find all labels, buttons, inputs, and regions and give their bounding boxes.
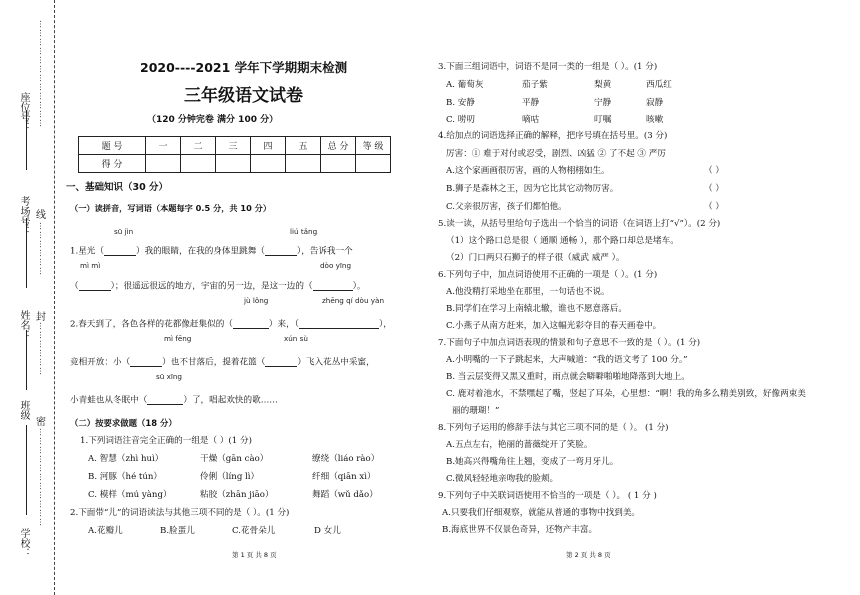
option-c[interactable]: C. 鹿对着池水，不禁嘿起了嘴，竖起了耳朵，心里想：“啊！我的角多么精美别致，好像两束美 bbox=[446, 389, 806, 399]
question-text: 3.下面三组词语中，词语不是同一类的一组是（ ）。(1 分) bbox=[438, 62, 658, 72]
sub-question[interactable]: （2）门口两只石狮子的样子很（威武 威严 ）。 bbox=[446, 253, 625, 263]
sub-question[interactable]: （1）这个路口总是很（ 通顺 通畅 ），那个路口却总是堵车。 bbox=[446, 236, 679, 246]
exam-room-label: 考场号： bbox=[18, 196, 29, 236]
binding-line bbox=[54, 0, 55, 595]
option-b[interactable]: B. 安静 bbox=[446, 98, 475, 108]
score-cell[interactable] bbox=[181, 155, 216, 173]
question-line: 2.春天到了，各色各样的花都像赶集似的（ ）来，（ ）， bbox=[70, 319, 392, 330]
question-text: 7.下面句子中加点词语表现的情景和句子意思不一致的是（ ）。(1 分) bbox=[438, 338, 701, 348]
school-label: 学校： bbox=[18, 528, 29, 558]
score-cell[interactable] bbox=[356, 155, 391, 173]
dotted-line: ⋯⋯⋯⋯⋯⋯ bbox=[36, 222, 45, 276]
question-text: 9.下列句子中关联词语使用不恰当的一项是（ ）。 ( 1 分 ) bbox=[438, 491, 657, 501]
fill-line bbox=[26, 218, 27, 288]
option-c[interactable]: C.微风轻轻地亲吻我的脸颊。 bbox=[446, 474, 559, 484]
table-cell: 四 bbox=[251, 137, 286, 155]
dotted-line: ⋯⋯⋯⋯⋯⋯⋯⋯⋯⋯⋯⋯ bbox=[36, 20, 45, 128]
option-a[interactable]: A.五点左右，艳丽的蔷薇绽开了笑脸。 bbox=[446, 440, 593, 450]
option-a[interactable]: A.只要我们仔细观察，就能从普通的事物中找到美。 bbox=[442, 508, 641, 518]
seat-number-label: 座位号： bbox=[18, 92, 29, 132]
score-cell[interactable] bbox=[251, 155, 286, 173]
page-footer: 第 2 页 共 8 页 bbox=[566, 551, 611, 559]
option-c[interactable]: C.小燕子从南方赶来，加入这幅光彩夺目的春天画卷中。 bbox=[446, 321, 662, 331]
question-line: 1.星光（ ）我的眼睛，在我的身体里跳舞（ ），告诉我一个 bbox=[70, 246, 353, 257]
part-heading: （二）按要求做题（18 分） bbox=[70, 418, 177, 428]
answer-bracket[interactable]: （ ） bbox=[704, 202, 724, 212]
score-table bbox=[78, 136, 391, 173]
paper-title: 三年级语文试卷 bbox=[184, 86, 303, 106]
question-text: 8.下列句子运用的修辞手法与其它三项不同的是（ ）。 (1 分) bbox=[438, 423, 669, 433]
option-text: 茄子紫 bbox=[522, 80, 548, 90]
pinyin: mì mì bbox=[80, 261, 101, 270]
score-table-header-row bbox=[79, 137, 391, 155]
pinyin: mì fēng bbox=[164, 334, 192, 343]
option-text: 平静 bbox=[522, 98, 540, 108]
part-heading: （一）读拼音，写词语（本题每字 0.5 分，共 10 分） bbox=[70, 203, 272, 213]
option-text: 咳嗽 bbox=[646, 115, 664, 125]
option-text: 缭绕（liáo rào） bbox=[312, 454, 380, 464]
question-line: （ ）；很遥远很远的地方，宇宙的另一边，是这一边的（ ）。 bbox=[70, 281, 366, 292]
seal-mark: 封 bbox=[36, 312, 46, 323]
option-text: 宁静 bbox=[594, 98, 612, 108]
name-label: 姓名： bbox=[18, 310, 29, 340]
option-a[interactable]: A.他没精打采地坐在那里，一句话也不说。 bbox=[446, 287, 610, 297]
line-mark: 线 bbox=[36, 210, 46, 221]
option-c[interactable]: C.父亲很厉害，孩子们都怕他。 bbox=[446, 202, 567, 212]
fill-line bbox=[26, 110, 27, 170]
option-text: 嘀咕 bbox=[522, 115, 540, 125]
paper-subtitle: （120 分钟完卷 满分 100 分） bbox=[147, 115, 279, 125]
pinyin: sū xīng bbox=[156, 372, 182, 381]
table-cell: 一 bbox=[146, 137, 181, 155]
option-b[interactable]: B. 当云层变得又黑又重时，雨点就会噼噼啪啪地降落到大地上。 bbox=[446, 372, 690, 382]
answer-bracket[interactable]: （ ） bbox=[704, 184, 724, 194]
question-line: 小青蛙也从冬眠中（ ）了，唱起欢快的歌…… bbox=[70, 395, 278, 406]
option-text: 粘胶（zhān jiāo） bbox=[200, 490, 274, 500]
option-text: 寂静 bbox=[646, 98, 664, 108]
page-footer: 第 1 页 共 8 页 bbox=[232, 551, 277, 559]
dense-mark: 密 bbox=[36, 417, 46, 428]
score-cell[interactable] bbox=[146, 155, 181, 173]
table-cell: 得 分 bbox=[79, 155, 146, 173]
question-text: 6.下列句子中，加点词语使用不正确的一项是（ ）。(1 分) bbox=[438, 270, 658, 280]
option-text: 梨黄 bbox=[594, 80, 612, 90]
option-b[interactable]: B. 河豚（hé tún） bbox=[88, 472, 163, 482]
option-b[interactable]: B.狮子是森林之王，因为它比其它动物厉害。 bbox=[446, 184, 619, 194]
option-b[interactable]: B.海底世界不仅景色奇异，还物产丰富。 bbox=[442, 525, 598, 535]
option-a[interactable]: A.小明嘴的一下子跳起来，大声喊道：“我的语文考了 100 分。” bbox=[446, 355, 688, 365]
pinyin: dòo yīng bbox=[320, 261, 352, 270]
option-a[interactable]: A.这个家画画很厉害，画的人物栩栩如生。 bbox=[446, 166, 610, 176]
pinyin: xún sù bbox=[284, 334, 308, 343]
option-text: 舞蹈（wǔ dǎo） bbox=[312, 490, 378, 500]
option-text: 伶俐（líng lì） bbox=[200, 472, 260, 482]
option-text: 纤细（qiān xì） bbox=[312, 472, 376, 482]
option-b[interactable]: B.脸蛋儿 bbox=[160, 526, 195, 536]
option-b[interactable]: B.她高兴得嘴角往上翘，变成了一弯月牙儿。 bbox=[446, 457, 619, 467]
table-cell: 五 bbox=[286, 137, 321, 155]
question-text: 5.读一读，从括号里给句子选出一个恰当的词语（在词语上打“√”）。(2 分) bbox=[438, 219, 721, 229]
pinyin: zhēng qí dòu yàn bbox=[322, 296, 385, 305]
class-label: 班级 bbox=[18, 400, 29, 420]
fill-line bbox=[26, 330, 27, 390]
option-a[interactable]: A. 智慧（zhì huì） bbox=[88, 454, 164, 464]
pinyin: jù lǒng bbox=[244, 296, 269, 305]
option-c-continued: 丽的珊瑚！” bbox=[452, 406, 500, 416]
option-text: 干燥（gān cào） bbox=[200, 454, 269, 464]
option-c[interactable]: C. 唠叨 bbox=[446, 115, 475, 125]
exam-title: 2020----2021 学年下学期期末检测 bbox=[140, 60, 348, 75]
option-a[interactable]: A. 葡萄灰 bbox=[446, 80, 484, 90]
option-d[interactable]: D 女儿 bbox=[314, 526, 341, 536]
score-cell[interactable] bbox=[216, 155, 251, 173]
score-table-score-row bbox=[79, 155, 391, 173]
option-a[interactable]: A.花瓣儿 bbox=[88, 526, 123, 536]
table-cell: 二 bbox=[181, 137, 216, 155]
option-b[interactable]: B.同学们在学习上南辕北辙，谁也不愿意落后。 bbox=[446, 304, 627, 314]
dotted-line: ⋯⋯⋯⋯⋯⋯⋯⋯⋯⋯⋯ bbox=[36, 428, 45, 527]
option-c[interactable]: C. 模样（mú yàng） bbox=[88, 490, 172, 500]
table-cell: 三 bbox=[216, 137, 251, 155]
fill-line bbox=[26, 425, 27, 515]
question-text: 1.下列词语注音完全正确的一组是（ ）(1 分) bbox=[80, 436, 252, 446]
pinyin: liú tǎng bbox=[290, 227, 318, 236]
answer-bracket[interactable]: （ ） bbox=[704, 166, 724, 176]
section-heading: 一、基础知识（30 分） bbox=[66, 182, 169, 193]
option-text: 西瓜红 bbox=[646, 80, 672, 90]
table-cell: 题 号 bbox=[79, 137, 146, 155]
table-cell: 等 级 bbox=[356, 137, 391, 155]
question-text: 4.给加点的词语选择正确的解释，把序号填在括号里。(3 分) bbox=[438, 131, 668, 141]
score-cell[interactable] bbox=[286, 155, 321, 173]
definition-text: 厉害：① 难于对付或忍受，剧烈、凶猛 ② 了不起 ③ 严厉 bbox=[446, 149, 666, 159]
question-text: 2.下面带“儿”的词语读法与其他三项不同的是（ ）。(1 分) bbox=[70, 508, 290, 518]
score-cell[interactable] bbox=[321, 155, 356, 173]
option-c[interactable]: C.花骨朵儿 bbox=[232, 526, 276, 536]
question-line: 竞相开放：小（ ）也不甘落后，提着花篮（ ）飞入花丛中采蜜， bbox=[70, 357, 375, 368]
table-cell: 总 分 bbox=[321, 137, 356, 155]
pinyin: sū jìn bbox=[114, 227, 134, 236]
dotted-line: ⋯⋯⋯⋯⋯⋯ bbox=[36, 322, 45, 376]
option-text: 叮嘱 bbox=[594, 115, 612, 125]
